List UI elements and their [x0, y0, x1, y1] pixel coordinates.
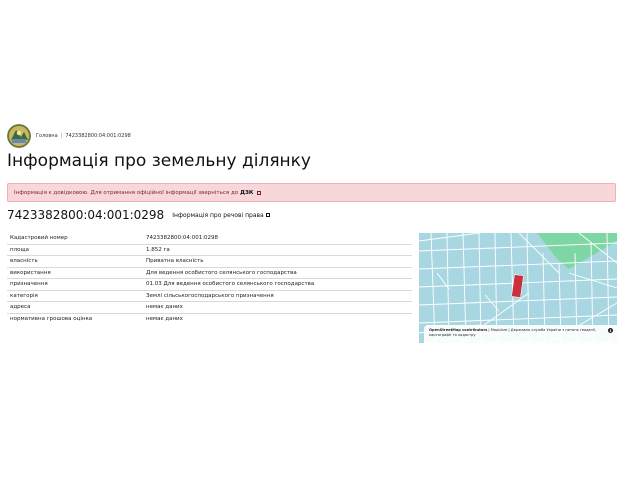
detail-key: адреса: [7, 302, 143, 314]
detail-value: Приватна власність: [143, 256, 412, 268]
table-row: [7, 244, 412, 256]
info-alert: [7, 183, 616, 202]
table-row: [7, 279, 412, 291]
detail-value: 7423382800:04:001:0298: [146, 235, 219, 242]
agency-attribution: Державна служба України з питань геодезії, картографії та кадастру: [429, 328, 596, 337]
maplibre-link[interactable]: MapLibre: [490, 328, 508, 332]
table-row: [7, 302, 412, 314]
parcel-details-table: [7, 233, 412, 324]
detail-key: призначення: [7, 279, 143, 291]
map-attribution: [424, 325, 617, 343]
detail-value: Землі сільськогосподарського призначення: [143, 290, 412, 302]
rights-info-link[interactable]: [172, 212, 270, 219]
alert-text: Інформація є довідковою. Для отримання офіційної інформації зверніться до: [14, 189, 239, 196]
breadcrumb-current: 7423382800:04:001:0298: [65, 133, 131, 139]
detail-value: Для ведення особистого селянського господарства: [143, 267, 412, 279]
detail-value: немає даних: [143, 302, 412, 314]
attribution-separator: |: [488, 328, 490, 332]
table-row: [7, 313, 412, 324]
table-row: [7, 267, 412, 279]
external-link-icon[interactable]: [257, 191, 261, 195]
detail-key: нормативна грошова оцінка: [7, 313, 143, 324]
info-icon[interactable]: i: [609, 328, 612, 333]
detail-value: немає даних: [143, 313, 412, 324]
detail-key: використання: [7, 267, 143, 279]
attribution-separator: |: [508, 328, 510, 332]
detail-value: 1.852 га: [143, 244, 412, 256]
detail-key: площа: [7, 244, 143, 256]
detail-key: власність: [7, 256, 143, 268]
external-link-icon[interactable]: [266, 213, 270, 217]
breadcrumb-separator: |: [60, 133, 63, 139]
parcel-map[interactable]: [419, 233, 617, 343]
page-header: [7, 124, 131, 148]
osm-attribution-link[interactable]: OpenStreetMap contributors: [429, 328, 488, 332]
table-row: [7, 233, 412, 244]
detail-key: Кадастровий номер: [10, 235, 68, 242]
detail-value: 01.03 Для ведення особистого селянського господарства: [143, 279, 412, 291]
breadcrumb: [36, 133, 131, 139]
parcel-heading: [7, 208, 270, 222]
coat-of-arms-logo[interactable]: [7, 124, 31, 148]
cadastral-number-heading: 7423382800:04:001:0298: [7, 208, 165, 222]
dzk-link[interactable]: ДЗК: [240, 189, 254, 196]
table-row: [7, 290, 412, 302]
detail-key: категорія: [7, 290, 143, 302]
breadcrumb-home-link[interactable]: Головна: [36, 133, 58, 139]
page-title: Інформація про земельну ділянку: [7, 151, 311, 171]
table-row: [7, 256, 412, 268]
rights-info-label[interactable]: Інформація про речові права: [172, 211, 264, 219]
